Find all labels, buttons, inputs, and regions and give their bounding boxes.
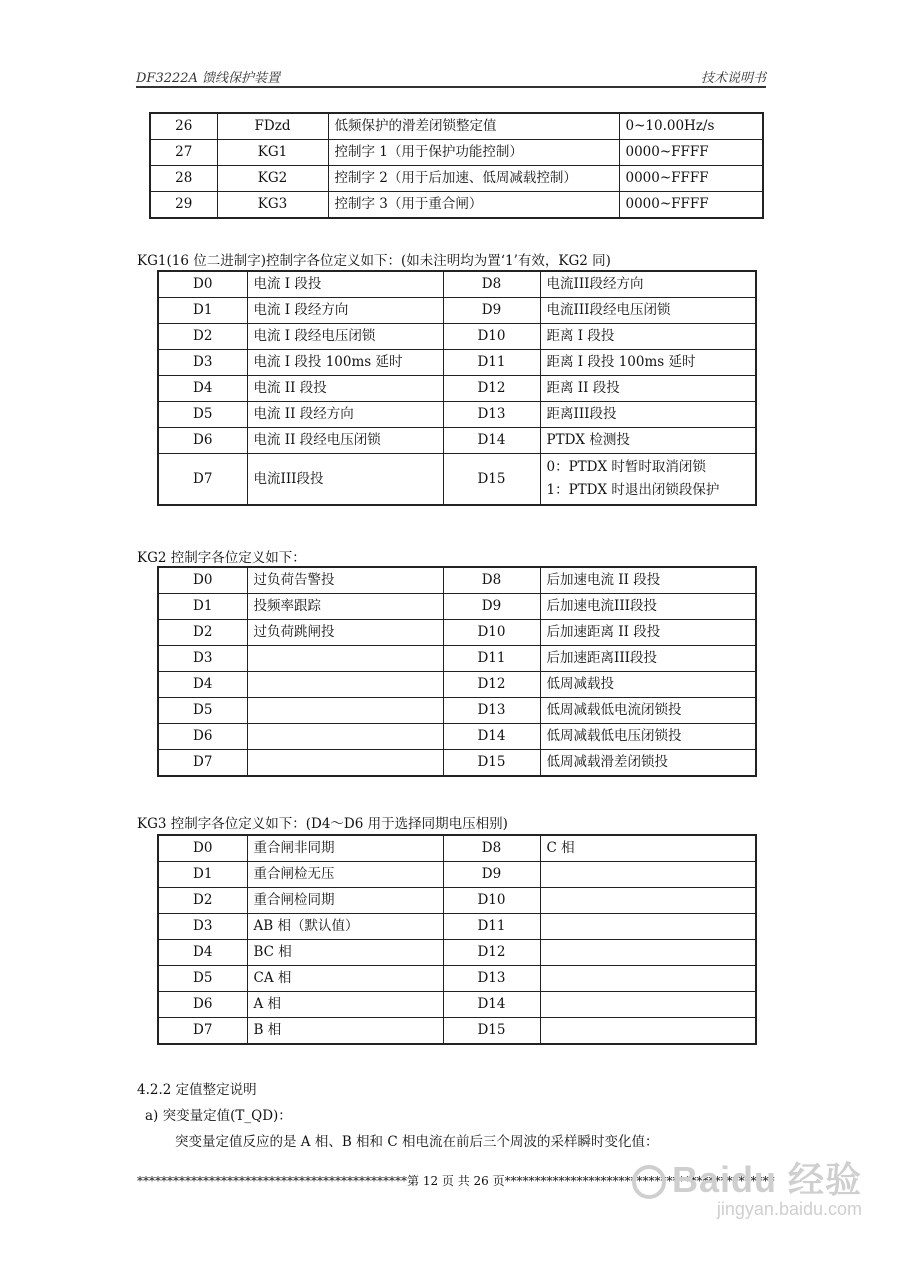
bit-description: 电流 II 段经电压闭锁	[247, 428, 443, 454]
table-row	[158, 966, 756, 992]
setting-description: 控制字 3（用于重合闸）	[328, 192, 619, 219]
bit-label: D2	[158, 888, 247, 914]
bit-description: 电流 I 段投 100ms 延时	[247, 350, 443, 376]
bit-label: D11	[443, 350, 540, 376]
bit-description: BC 相	[247, 940, 443, 966]
table-row	[158, 940, 756, 966]
table-row	[158, 992, 756, 1018]
bit-description: 低周减载滑差闭锁投	[540, 750, 756, 777]
bit-label: D7	[158, 1018, 247, 1045]
bit-label: D0	[158, 271, 247, 298]
bit-description: 低周减载低电压闭锁投	[540, 724, 756, 750]
kg2-title: KG2 控制字各位定义如下：	[137, 550, 306, 566]
bit-description: 投频率跟踪	[247, 594, 443, 620]
bit-label: D14	[443, 428, 540, 454]
bit-description	[247, 724, 443, 750]
bit-label: D6	[158, 992, 247, 1018]
section-item: a) 突变量定值(T_QD)：	[145, 1108, 292, 1124]
bit-label: D15	[443, 750, 540, 777]
setting-code: KG2	[217, 166, 328, 192]
bit-label: D2	[158, 324, 247, 350]
bit-description: B 相	[247, 1018, 443, 1045]
setting-number: 26	[150, 113, 217, 140]
setting-description: 控制字 2（用于后加速、低周减载控制）	[328, 166, 619, 192]
bit-label: D9	[443, 862, 540, 888]
bit-description	[247, 646, 443, 672]
bit-description: 电流 II 段经方向	[247, 402, 443, 428]
bit-label: D4	[158, 376, 247, 402]
bit-label: D11	[443, 914, 540, 940]
setting-code: KG3	[217, 192, 328, 219]
table-row	[158, 620, 756, 646]
bit-description: 电流III段投	[247, 454, 443, 506]
table-row	[150, 166, 763, 192]
table-row	[158, 724, 756, 750]
section-heading: 4.2.2 定值整定说明	[137, 1082, 257, 1098]
setting-range: 0~10.00Hz/s	[619, 113, 763, 140]
bit-label: D15	[443, 1018, 540, 1045]
bit-description	[540, 940, 756, 966]
table-row	[158, 888, 756, 914]
setting-number: 27	[150, 140, 217, 166]
bit-label: D5	[158, 402, 247, 428]
bit-label: D13	[443, 698, 540, 724]
bit-description	[540, 914, 756, 940]
bit-description	[540, 1018, 756, 1045]
bit-label: D1	[158, 862, 247, 888]
bit-description	[247, 672, 443, 698]
kg3-table	[157, 834, 757, 1045]
table-row	[158, 594, 756, 620]
bit-label: D13	[443, 966, 540, 992]
bit-description	[247, 750, 443, 777]
table-row	[150, 113, 763, 140]
table-row	[158, 835, 756, 862]
bit-label: D3	[158, 350, 247, 376]
bit-description	[540, 992, 756, 1018]
bit-description: 过负荷跳闸投	[247, 620, 443, 646]
bit-description: 重合闸检同期	[247, 888, 443, 914]
bit-description: 后加速电流 II 段投	[540, 567, 756, 594]
kg3-title: KG3 控制字各位定义如下：(D4～D6 用于选择同期电压相别)	[137, 816, 508, 832]
setting-range: 0000~FFFF	[619, 166, 763, 192]
bit-description: 电流 I 段投	[247, 271, 443, 298]
bit-description: 距离III段投	[540, 402, 756, 428]
bit-label: D3	[158, 646, 247, 672]
setting-code: KG1	[217, 140, 328, 166]
watermark-url: jingyan.baidu.com	[716, 1199, 862, 1219]
setting-number: 28	[150, 166, 217, 192]
table-row	[158, 750, 756, 777]
bit-label: D10	[443, 620, 540, 646]
bit-description: CA 相	[247, 966, 443, 992]
bit-label: D3	[158, 914, 247, 940]
bit-label: D9	[443, 298, 540, 324]
table-row	[150, 192, 763, 219]
setting-range: 0000~FFFF	[619, 192, 763, 219]
table-row	[158, 376, 756, 402]
setting-description: 控制字 1（用于保护功能控制）	[328, 140, 619, 166]
setting-number: 29	[150, 192, 217, 219]
bit-label: D4	[158, 672, 247, 698]
bit-label: D7	[158, 750, 247, 777]
setting-code: FDzd	[217, 113, 328, 140]
bit-description: 后加速距离 II 段投	[540, 620, 756, 646]
bit-description: 距离 I 段投 100ms 延时	[540, 350, 756, 376]
bit-label: D8	[443, 835, 540, 862]
bit-label: D12	[443, 940, 540, 966]
bit-label: D8	[443, 567, 540, 594]
bit-description: 电流III段经电压闭锁	[540, 298, 756, 324]
bit-label: D12	[443, 672, 540, 698]
bit-label: D13	[443, 402, 540, 428]
page-header	[136, 64, 766, 88]
bit-label: D12	[443, 376, 540, 402]
watermark-brand: Baidu 经验	[671, 1159, 862, 1200]
bit-label: D2	[158, 620, 247, 646]
kg2-table	[157, 566, 757, 777]
table-row	[158, 324, 756, 350]
header-title: DF3222A 馈线保护装置	[136, 71, 281, 86]
table-row	[158, 646, 756, 672]
bit-description: C 相	[540, 835, 756, 862]
setting-range: 0000~FFFF	[619, 140, 763, 166]
table-row	[158, 914, 756, 940]
bit-description: 重合闸检无压	[247, 862, 443, 888]
table-row	[158, 402, 756, 428]
bit-description: 距离 I 段投	[540, 324, 756, 350]
bit-description: AB 相（默认值）	[247, 914, 443, 940]
bit-label: D5	[158, 966, 247, 992]
table-row	[158, 428, 756, 454]
bit-description	[540, 888, 756, 914]
bit-label: D15	[443, 454, 540, 506]
bit-description	[540, 966, 756, 992]
bit-label: D4	[158, 940, 247, 966]
bit-label: D5	[158, 698, 247, 724]
table-row	[158, 271, 756, 298]
bit-label: D6	[158, 724, 247, 750]
bit-label: D11	[443, 646, 540, 672]
table-row	[158, 1018, 756, 1045]
bit-description: 电流 I 段经电压闭锁	[247, 324, 443, 350]
section-body: 突变量定值反应的是 A 相、B 相和 C 相电流在前后三个周波的采样瞬时变化值：	[175, 1134, 659, 1150]
bit-label: D14	[443, 724, 540, 750]
bit-description	[247, 698, 443, 724]
bit-description: 低周减载低电流闭锁投	[540, 698, 756, 724]
bit-label: D8	[443, 271, 540, 298]
bit-description: PTDX 检测投	[540, 428, 756, 454]
page-footer: *********************************************第 12 页 共 26 页*********************************************	[137, 1174, 775, 1188]
bit-description: 后加速电流III段投	[540, 594, 756, 620]
bit-description: 电流 I 段经方向	[247, 298, 443, 324]
kg1-title: KG1(16 位二进制字)控制字各位定义如下：(如未注明均为置‘1’有效，KG2 同)	[137, 253, 611, 269]
table-row	[158, 298, 756, 324]
table-row	[158, 454, 756, 506]
bit-description	[540, 862, 756, 888]
bit-label: D0	[158, 835, 247, 862]
bit-label: D1	[158, 298, 247, 324]
bit-label: D14	[443, 992, 540, 1018]
bit-description: 距离 II 段投	[540, 376, 756, 402]
header-doc-type: 技术说明书	[700, 71, 766, 86]
bit-label: D6	[158, 428, 247, 454]
setting-description: 低频保护的滑差闭锁整定值	[328, 113, 619, 140]
bit-option-0: 0：PTDX 时暂时取消闭锁	[546, 459, 706, 475]
bit-option-1: 1：PTDX 时退出闭锁段保护	[546, 482, 720, 498]
settings-table	[149, 112, 764, 219]
table-row	[150, 140, 763, 166]
bit-description: 后加速距离III段投	[540, 646, 756, 672]
bit-label: D7	[158, 454, 247, 506]
bit-description: 电流III段经方向	[540, 271, 756, 298]
bit-description: 低周减载投	[540, 672, 756, 698]
kg1-table	[157, 270, 757, 506]
bit-description: 电流 II 段投	[247, 376, 443, 402]
bit-label: D9	[443, 594, 540, 620]
bit-label: D1	[158, 594, 247, 620]
table-row	[158, 567, 756, 594]
bit-description: 过负荷告警投	[247, 567, 443, 594]
bit-label: D0	[158, 567, 247, 594]
table-row	[158, 698, 756, 724]
bit-label: D10	[443, 324, 540, 350]
bit-description	[540, 454, 756, 506]
bit-description: A 相	[247, 992, 443, 1018]
table-row	[158, 862, 756, 888]
table-row	[158, 350, 756, 376]
bit-label: D10	[443, 888, 540, 914]
bit-description: 重合闸非同期	[247, 835, 443, 862]
table-row	[158, 672, 756, 698]
